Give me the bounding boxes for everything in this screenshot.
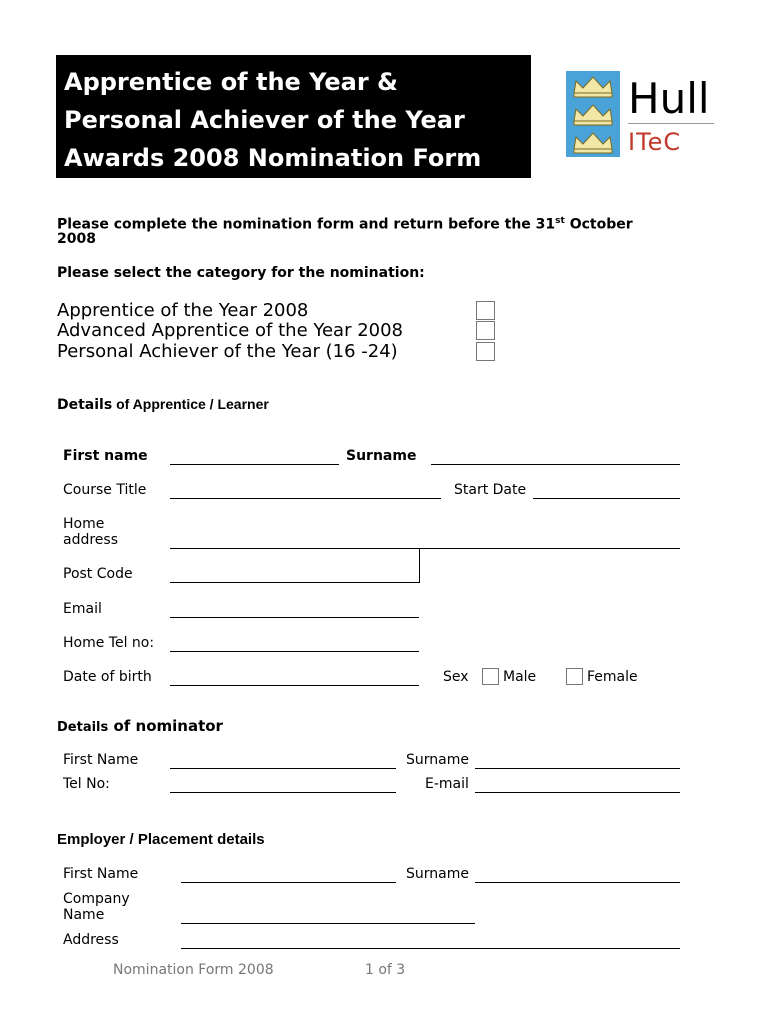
employer-first-name-label: First Name [63,866,139,882]
sex-label: Sex [443,669,469,685]
employer-surname-field[interactable] [475,882,680,883]
male-checkbox[interactable] [482,668,499,685]
instruction-sup: st [555,216,565,226]
nominator-surname-label: Surname [406,752,469,768]
company-name-field[interactable] [181,923,475,924]
heading-rest: of Apprentice / Learner [112,396,269,412]
female-label: Female [587,669,638,685]
heading-bold: Details [57,720,109,735]
address-label: Address [63,932,119,948]
course-title-field[interactable] [170,498,441,499]
title-line-3: Awards 2008 Nomination Form [64,144,482,172]
nominator-first-name-label: First Name [63,752,139,768]
employer-section-heading: Employer / Placement details [57,831,265,848]
three-crowns-crest-icon [566,71,620,157]
nominator-email-label: E-mail [425,776,469,792]
logo-divider [628,123,714,124]
nominator-tel-label: Tel No: [63,776,110,792]
dob-label: Date of birth [63,669,152,685]
surname-label: Surname [346,448,417,464]
start-date-label: Start Date [454,482,527,498]
female-checkbox[interactable] [566,668,583,685]
course-title-label: Course Title [63,482,147,498]
employer-first-name-field[interactable] [181,882,396,883]
home-tel-label: Home Tel no: [63,635,155,651]
category-advanced-apprentice: Advanced Apprentice of the Year 2008 [57,320,404,341]
nominator-section-heading [57,716,223,735]
logo-subtitle: ITeC [628,128,682,156]
nominator-email-field[interactable] [475,792,680,793]
surname-field[interactable] [431,464,680,465]
heading-rest: of nominator [108,717,223,735]
form-title [56,55,531,178]
male-label: Male [503,669,537,685]
checkbox-personal-achiever[interactable] [476,342,495,361]
title-line-1: Apprentice of the Year & [64,68,398,96]
checkbox-advanced-apprentice[interactable] [476,321,495,340]
title-line-2: Personal Achiever of the Year [64,106,465,134]
first-name-label: First name [63,448,148,464]
dob-field[interactable] [170,685,419,686]
email-field[interactable] [170,617,419,618]
post-code-field[interactable] [170,582,420,583]
instruction-year: 2008 [57,231,96,247]
select-category-text: Please select the category for the nomination: [57,265,425,281]
post-code-label: Post Code [63,566,133,582]
footer-doc-name: Nomination Form 2008 [113,962,274,978]
employer-surname-label: Surname [406,866,469,882]
category-personal-achiever: Personal Achiever of the Year (16 -24) [57,341,398,362]
company-name-label-1: Company [63,891,130,907]
home-address-label-2: address [63,532,119,548]
company-name-label-2: Name [63,907,105,923]
first-name-field[interactable] [170,464,339,465]
nominator-tel-field[interactable] [170,792,396,793]
home-address-label-1: Home [63,516,105,532]
footer-page-number: 1 of 3 [365,962,406,978]
instruction-part: October [564,216,633,233]
instruction-part: Please complete the nomination form and return before the 31 [57,216,556,233]
employer-address-field[interactable] [181,948,680,949]
start-date-field[interactable] [533,498,680,499]
learner-section-heading [57,396,269,414]
nominator-surname-field[interactable] [475,768,680,769]
logo-name: Hull [628,74,710,123]
checkbox-apprentice[interactable] [476,301,495,320]
instruction-text [57,213,633,234]
email-label: Email [63,601,102,617]
home-tel-field[interactable] [170,651,419,652]
home-address-field[interactable] [170,548,680,549]
category-apprentice: Apprentice of the Year 2008 [57,300,309,321]
address-divider [419,548,420,582]
nominator-first-name-field[interactable] [170,768,396,769]
heading-bold: Details [57,397,113,413]
